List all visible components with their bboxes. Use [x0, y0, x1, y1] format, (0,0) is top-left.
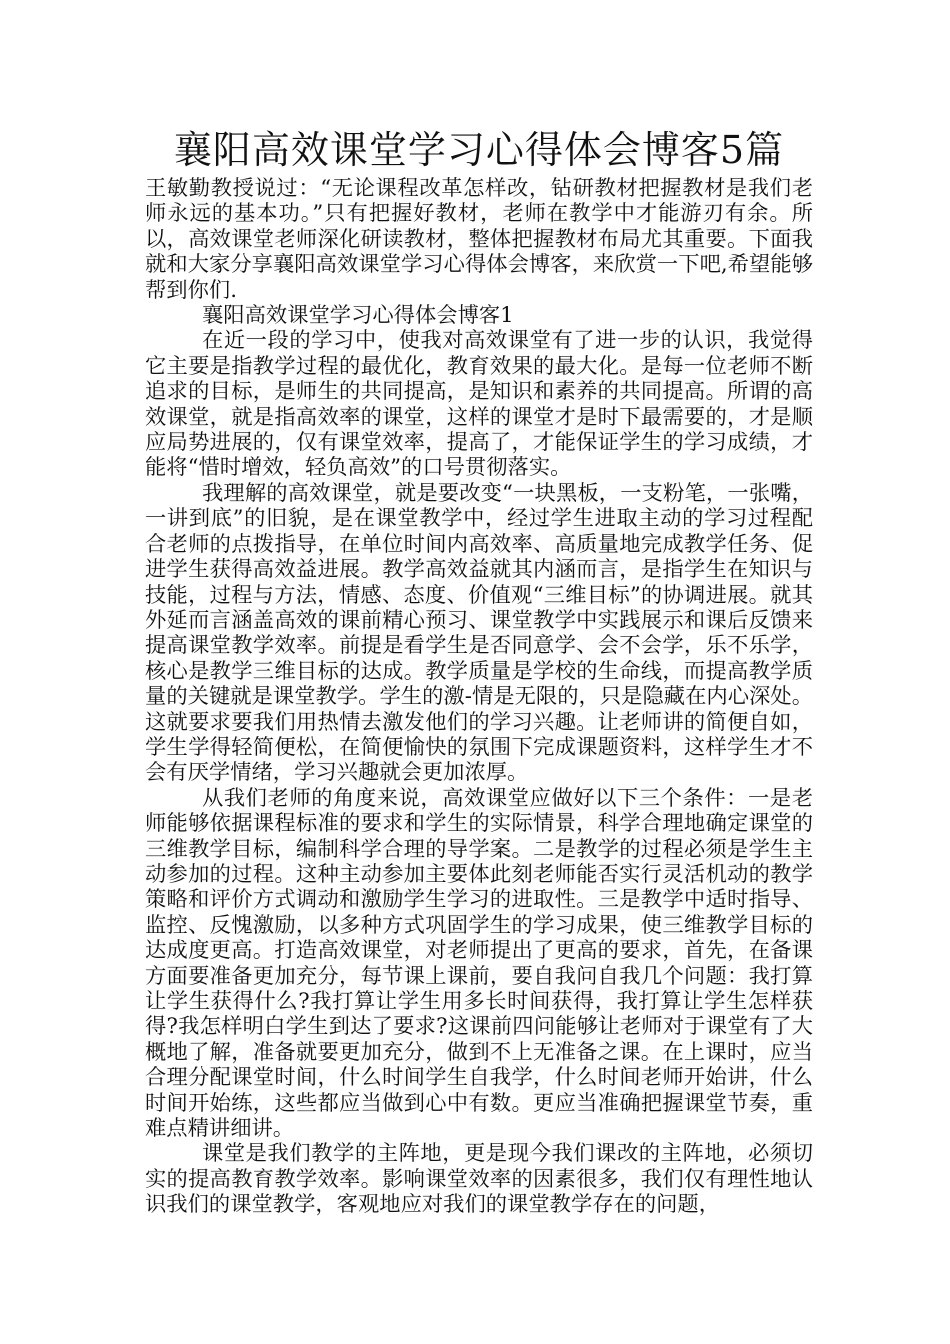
body-paragraph-2: 我理解的高效课堂，就是要改变“一块黑板，一支粉笔，一张嘴，一讲到底”的旧貌，是在课堂教学中，经过学生进取主动的学习过程配合老师的点拨指导，在单位时间内高效率、高质量地完成教学任务、促进学生获得高效益进展。教学高效益就其内涵而言，是指学生在知识与技能，过程与方法，情感、态度、价值观“三维目标”的协调进展。就其外延而言涵盖高效的课前精心预习、课堂教学中实践展示和课后反馈来提高课堂教学效率。前提是看学生是否同意学、会不会学，乐不乐学，核心是教学三维目标的达成。教学质量是学校的生命线，而提高教学质量的关键就是课堂教学。学生的激-情是无限的，只是隐藏在内心深处。这就要求要我们用热情去激发他们的学习兴趣。让老师讲的简便自如，学生学得轻简便松，在简便愉快的氛围下完成课题资料，这样学生才不会有厌学情绪，学习兴趣就会更加浓厚。 — [145, 480, 813, 786]
body-paragraph-4: 课堂是我们教学的主阵地，更是现今我们课改的主阵地，必须切实的提高教育教学效率。影响课堂效率的因素很多，我们仅有理性地认识我们的课堂教学，客观地应对我们的课堂教学存在的问题， — [145, 1141, 813, 1218]
section-heading: 襄阳高效课堂学习心得体会博客1 — [202, 303, 514, 329]
body-paragraph-3: 从我们老师的角度来说，高效课堂应做好以下三个条件：一是老师能够依据课程标准的要求和学生的实际情景，科学合理地确定课堂的三维教学目标，编制科学合理的导学案。二是教学的过程必须是学生主动参加的过程。这种主动参加主要体此刻老师能否实行灵活机动的教学策略和评价方式调动和激励学生学习的进取性。三是教学中适时指导、监控、反愧激励，以多种方式巩固学生的学习成果，使三维教学目标的达成度更高。打造高效课堂，对老师提出了更高的要求，首先，在备课方面要准备更加充分，每节课上课前，要自我问自我几个问题：我打算让学生获得什么?我打算让学生用多长时间获得，我打算让学生怎样获得?我怎样明白学生到达了要求?这课前四问能够让老师对于课堂有了大概地了解，准备就要更加充分，做到不上无准备之课。在上课时，应当合理分配课堂时间，什么时间学生自我学，什么时间老师开始讲，什么时间开始练，这些都应当做到心中有数。更应当准确把握课堂节奏，重难点精讲细讲。 — [145, 785, 813, 1142]
body-paragraph-1: 在近一段的学习中，使我对高效课堂有了进一步的认识，我觉得它主要是指教学过程的最优化，教育效果的最大化。是每一位老师不断追求的目标，是师生的共同提高，是知识和素养的共同提高。所谓的高效课堂，就是指高效率的课堂，这样的课堂才是时下最需要的，才是顺应局势进展的，仅有课堂效率，提高了，才能保证学生的学习成绩，才能将“惜时增效，轻负高效”的口号贯彻落实。 — [145, 328, 813, 481]
document-title: 襄阳高效课堂学习心得体会博客5篇 — [173, 128, 785, 172]
document-page — [145, 124, 813, 1218]
intro-paragraph: 王敏勤教授说过：“无论课程改革怎样改，钻研教材把握教材是我们老师永远的基本功。”只有把握好教材，老师在教学中才能游刃有余。所以，高效课堂老师深化研读教材，整体把握教材布局尤其重要。下面我就和大家分享襄阳高效课堂学习心得体会博客，来欣赏一下吧,希望能够帮到你们. — [145, 176, 813, 303]
